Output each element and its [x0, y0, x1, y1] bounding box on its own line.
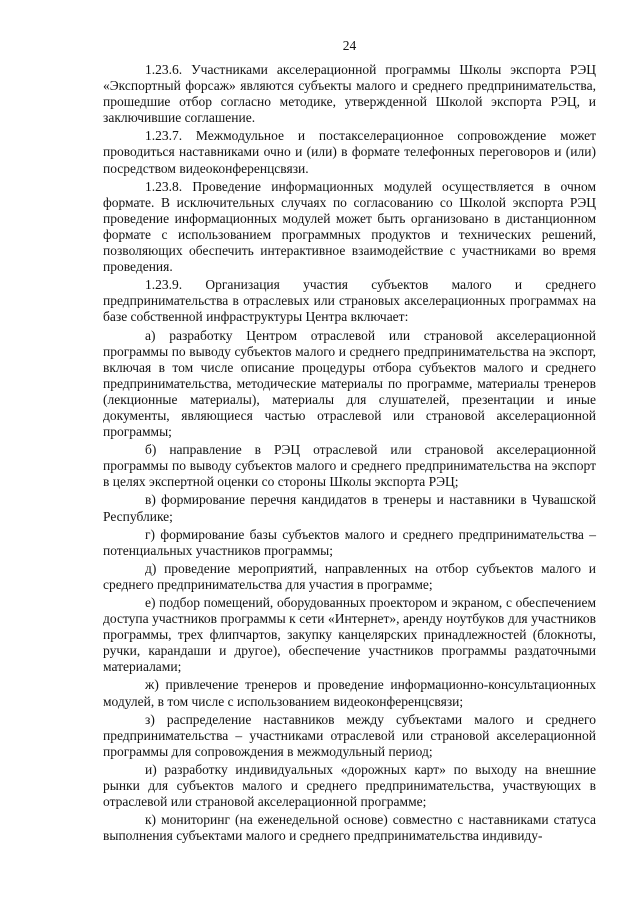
- list-item-b: б) направление в РЭЦ отраслевой или страновой акселерационной программы по выводу субъектов малого и среднего предпринимательства на экспорт в целях экспертной оценки со стороны Школы экспорта РЭЦ;: [103, 442, 596, 490]
- list-item-v: в) формирование перечня кандидатов в тренеры и наставники в Чувашской Республике;: [103, 492, 596, 524]
- document-page: [103, 38, 596, 846]
- list-item-z: з) распределение наставников между субъектами малого и среднего предпринимательства – участниками отраслевой или страновой акселерационной программы для сопровождения в межмодульный период;: [103, 711, 596, 759]
- list-item-i: и) разработку индивидуальных «дорожных карт» по выходу на внешние рынки для субъектов малого и среднего предпринимательства, участвующих в отраслевой или страновой акселерационной программе;: [103, 761, 596, 810]
- paragraph-1-23-7: 1.23.7. Межмодульное и постакселерационное сопровождение может проводиться наставниками очно и (или) в формате телефонных переговоров и (или) посредством видеоконференцсвязи.: [103, 128, 596, 176]
- page-number: 24: [342, 38, 357, 53]
- list-item-d: д) проведение мероприятий, направленных на отбор субъектов малого и среднего предпринимательства для участия в программе;: [103, 560, 596, 592]
- list-item-zh: ж) привлечение тренеров и проведение информационно-консультационных модулей, в том числе с использованием видеоконференцсвязи;: [103, 677, 596, 709]
- list-item-g: г) формирование базы субъектов малого и среднего предпринимательства – потенциальных участников программы;: [103, 526, 596, 558]
- list-item-e: е) подбор помещений, оборудованных проектором и экраном, с обеспечением доступа участников программы к сети «Интернет», аренду ноутбуков для участников программы, трех флипчартов, закупку канцелярских принадлежностей (блокноты, ручки, карандаши и другое), обеспечение участников программы раздаточными материалами;: [103, 595, 596, 675]
- paragraph-1-23-8: 1.23.8. Проведение информационных модулей осуществляется в очном формате. В исключительных случаях по согласованию со Школой экспорта РЭЦ проведение информационных модулей может быть организовано в дистанционном формате с использованием программных продуктов и технических решений, позволяющих обеспечить интерактивное взаимодействие с участниками во время проведения.: [103, 178, 596, 275]
- list-item-a: а) разработку Центром отраслевой или страновой акселерационной программы по выводу субъектов малого и среднего предпринимательства на экспорт, включая в том числе описание процедуры отбора субъектов малого и среднего предпринимательства, методические материалы по программе, материалы тренеров (лекционные материалы), материалы для слушателей, презентации и иные документы, являющиеся частью отраслевой или страновой акселерационной программы;: [103, 327, 596, 440]
- paragraph-1-23-6: 1.23.6. Участниками акселерационной программы Школы экспорта РЭЦ «Экспортный форсаж» являются субъекты малого и среднего предпринимательства, прошедшие отбор согласно методике, утвержденной Школой экспорта РЭЦ, и заключившие соглашение.: [103, 62, 596, 126]
- list-item-k: к) мониторинг (на еженедельной основе) совместно с наставниками статуса выполнения субъектами малого и среднего предпринимательства индивиду-: [103, 812, 596, 844]
- paragraph-1-23-9: 1.23.9. Организация участия субъектов малого и среднего предпринимательства в отраслевых или страновых акселерационных программах на базе собственной инфраструктуры Центра включает:: [103, 277, 596, 325]
